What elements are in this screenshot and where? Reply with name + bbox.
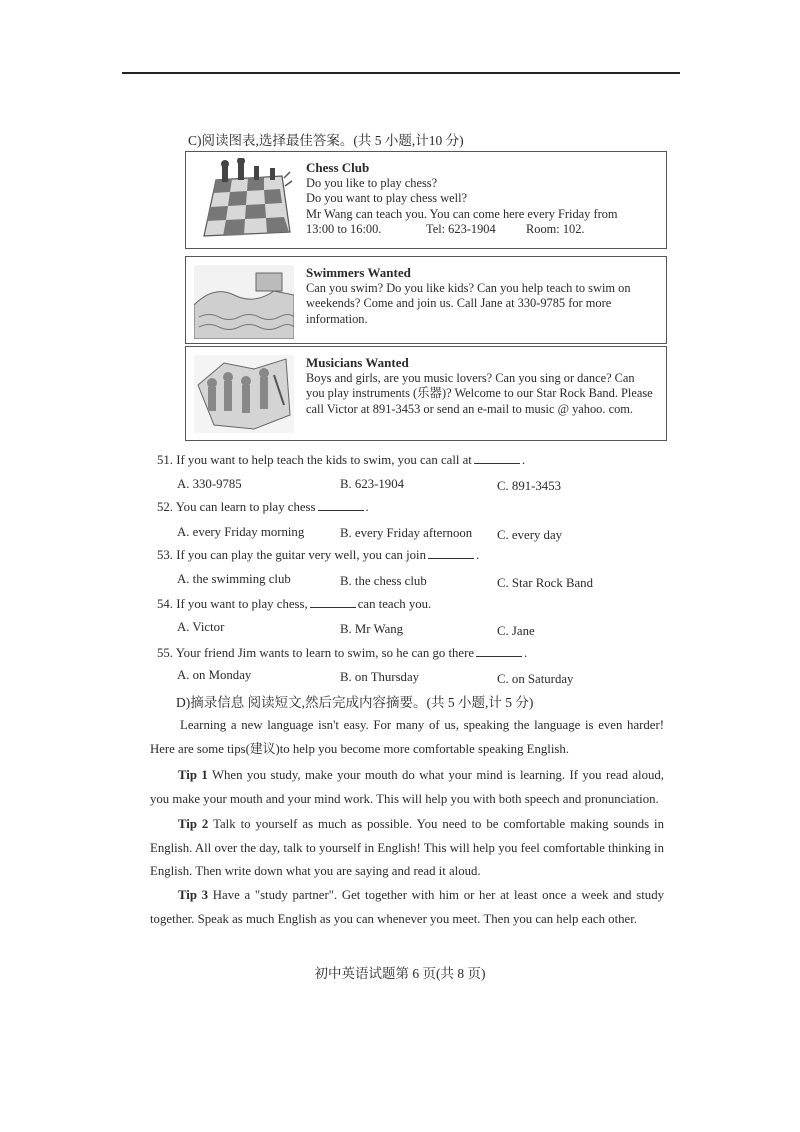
question-53 bbox=[157, 548, 479, 563]
top-rule bbox=[122, 72, 680, 74]
tip-label: Tip 3 bbox=[178, 888, 209, 902]
musicians-wanted-ad bbox=[185, 346, 667, 441]
answer-blank[interactable] bbox=[310, 597, 356, 608]
question-55 bbox=[157, 646, 527, 661]
answer-blank[interactable] bbox=[428, 548, 474, 559]
question-stem: 51. If you want to help teach the kids to swim, you can call at bbox=[157, 453, 472, 467]
question-stem: 54. If you want to play chess, bbox=[157, 597, 308, 611]
answer-blank[interactable] bbox=[318, 500, 364, 511]
band-icon bbox=[194, 355, 294, 433]
question-stem-end: . bbox=[365, 500, 369, 514]
ad-line: Do you like to play chess? bbox=[306, 175, 438, 190]
passage-tip-2 bbox=[150, 813, 664, 884]
question-stem: 52. You can learn to play chess bbox=[157, 500, 316, 514]
option-a[interactable]: A. Victor bbox=[177, 620, 225, 634]
question-54 bbox=[157, 597, 431, 612]
ad-body: Can you swim? Do you like kids? Can you help teach to swim on weekends? Come and join us. Call Jane at 330-9785 for more information. bbox=[306, 280, 631, 326]
section-c-heading: C)阅读图表,选择最佳答案。(共 5 小题,计10 分) bbox=[188, 133, 464, 148]
ad-tel: Tel: 623-1904 bbox=[426, 222, 496, 237]
passage-tip-1 bbox=[150, 764, 664, 811]
passage-tip-3 bbox=[150, 884, 664, 931]
option-a[interactable]: A. every Friday morning bbox=[177, 525, 305, 539]
answer-blank[interactable] bbox=[476, 646, 522, 657]
ad-title: Musicians Wanted bbox=[306, 355, 409, 370]
ad-room: Room: 102. bbox=[526, 222, 585, 237]
question-stem: 53. If you can play the guitar very well, you can join bbox=[157, 548, 427, 562]
passage-intro: Learning a new language isn't easy. For many of us, speaking the language is even harder! Here are some tips(建议)to help you become more comfortable speaking English. bbox=[150, 718, 664, 756]
option-c[interactable]: C. on Saturday bbox=[497, 672, 574, 686]
ad-title: Chess Club bbox=[306, 160, 370, 175]
option-c[interactable]: C. Jane bbox=[497, 624, 535, 638]
chessboard-icon bbox=[194, 158, 294, 242]
question-stem-end: . bbox=[524, 646, 528, 660]
tip-text: Talk to yourself as much as possible. You need to be comfortable making sounds in English. All over the day, talk to yourself in English! This will help you feel comfortable thinking in English. Then write down what you are saying and read it aloud. bbox=[150, 817, 665, 878]
question-51 bbox=[157, 453, 525, 468]
option-c[interactable]: C. every day bbox=[497, 528, 563, 542]
option-a[interactable]: A. the swimming club bbox=[177, 572, 291, 586]
chess-club-ad bbox=[185, 151, 667, 249]
ad-body: Boys and girls, are you music lovers? Can you sing or dance? Can you play instruments (乐器)? Welcome to our Star Rock Band. Please call Victor at 891-3453 or send an e-mail to music @ yahoo. com. bbox=[306, 370, 653, 416]
ad-title: Swimmers Wanted bbox=[306, 265, 411, 280]
tip-label: Tip 1 bbox=[178, 768, 208, 782]
option-a[interactable]: A. 330-9785 bbox=[177, 477, 242, 491]
question-stem: 55. Your friend Jim wants to learn to swim, so he can go there bbox=[157, 646, 475, 660]
answer-blank[interactable] bbox=[474, 453, 520, 464]
option-b[interactable]: B. Mr Wang bbox=[340, 622, 404, 636]
option-a[interactable]: A. on Monday bbox=[177, 668, 252, 682]
tip-text: When you study, make your mouth do what your mind is learning. If you read aloud, you make your mouth and your mind work. This will help you with both speech and pronunciation. bbox=[150, 768, 665, 806]
option-b[interactable]: B. 623-1904 bbox=[340, 477, 404, 491]
ad-line: Do you want to play chess well? bbox=[306, 191, 468, 206]
tip-label: Tip 2 bbox=[178, 817, 209, 831]
page-footer: 初中英语试题第 6 页(共 8 页) bbox=[314, 966, 486, 981]
option-b[interactable]: B. every Friday afternoon bbox=[340, 526, 473, 540]
tip-text: Have a "study partner". Get together with him or her at least once a week and study together. Speak as much English as you can whenever you meet. Then you can help each other. bbox=[150, 888, 664, 926]
question-stem-end: can teach you. bbox=[357, 597, 432, 611]
ad-line: Mr Wang can teach you. You can come here every Friday from bbox=[306, 206, 618, 221]
option-b[interactable]: B. the chess club bbox=[340, 574, 427, 588]
swimming-pool-icon bbox=[194, 265, 294, 339]
option-c[interactable]: C. 891-3453 bbox=[497, 479, 561, 493]
question-stem-end: . bbox=[476, 548, 480, 562]
ad-time: 13:00 to 16:00. bbox=[306, 222, 382, 237]
swimmers-wanted-ad bbox=[185, 256, 667, 344]
option-b[interactable]: B. on Thursday bbox=[340, 670, 420, 684]
question-52 bbox=[157, 500, 369, 515]
section-d-heading: D)摘录信息 阅读短文,然后完成内容摘要。(共 5 小题,计 5 分) bbox=[176, 695, 534, 710]
ad-contact-line bbox=[306, 222, 656, 238]
question-stem-end: . bbox=[521, 453, 526, 467]
option-c[interactable]: C. Star Rock Band bbox=[497, 576, 593, 590]
